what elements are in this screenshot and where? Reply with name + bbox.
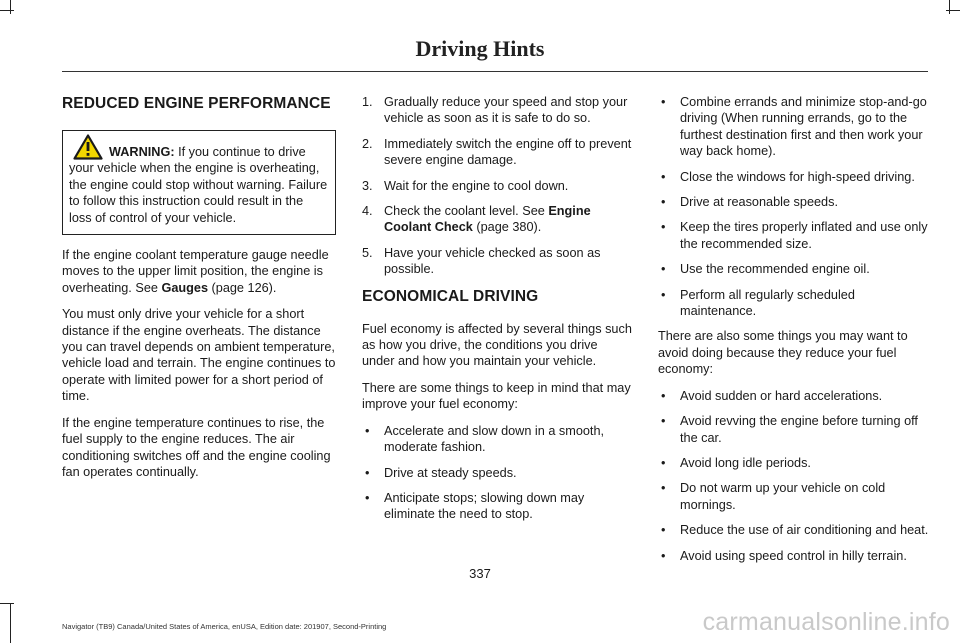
edition-footer: Navigator (TB9) Canada/United States of America, enUSA, Edition date: 201907, Second-Printing (62, 622, 387, 631)
bullet-marker: • (661, 220, 666, 235)
bullet-marker: • (661, 523, 666, 538)
step-text: Immediately switch the engine off to prevent severe engine damage. (384, 136, 632, 168)
list-item (658, 522, 930, 538)
bullet-marker: • (661, 388, 666, 403)
watermark: carmanualsonline.info (702, 608, 950, 636)
list-item (362, 423, 632, 456)
list-item-text: Keep the tires properly inflated and use only the recommended size. (680, 220, 928, 251)
list-item-text: Use the recommended engine oil. (680, 262, 870, 277)
bullet-marker: • (365, 465, 370, 480)
list-item (658, 261, 930, 277)
list-item (658, 219, 930, 252)
list-item-text: Drive at steady speeds. (384, 465, 517, 480)
step-text: Check the coolant level. See (384, 204, 549, 219)
header-rule (62, 71, 928, 72)
step-number: 1. (362, 95, 373, 109)
list-item-text: Accelerate and slow down in a smooth, moderate fashion. (384, 423, 605, 455)
list-item (658, 455, 930, 471)
bullet-marker: • (661, 195, 666, 210)
gauges-link[interactable]: Gauges (161, 280, 209, 295)
crop-mark-top-right-v (949, 0, 950, 14)
list-item (658, 194, 930, 210)
step-item (362, 136, 632, 169)
avoid-list (658, 388, 930, 564)
paragraph-fuel-economy: Fuel economy is affected by several things such as how you drive, the conditions you drive under and how you maintain your vehicle. (362, 321, 632, 369)
step-item (362, 203, 632, 236)
step-number: 5. (362, 245, 373, 260)
bullet-marker: • (365, 423, 370, 438)
crop-mark-top-left-h (0, 10, 14, 11)
list-item (658, 480, 930, 513)
list-item-text: Avoid revving the engine before turning off the car. (680, 414, 918, 445)
list-item-text: Do not warm up your vehicle on cold mornings. (680, 481, 886, 512)
list-item (362, 465, 632, 481)
warning-text: If you continue to drive your vehicle when the engine is overheating, the engine could stop without warning. Failure to follow this instruction could result in the loss of control of your vehicle. (69, 145, 328, 225)
column-right (658, 94, 930, 573)
crop-mark-bottom-left-h (0, 603, 14, 604)
list-item-text: Close the windows for high-speed driving. (680, 169, 915, 184)
bullet-marker: • (661, 481, 666, 496)
page-header-title: Driving Hints (415, 36, 545, 61)
step-number: 4. (362, 204, 373, 219)
list-item-text: Avoid long idle periods. (680, 455, 811, 470)
warning-triangle-icon (73, 134, 103, 160)
step-text: Wait for the engine to cool down. (384, 178, 569, 193)
step-item (362, 178, 632, 194)
bullet-marker: • (661, 414, 666, 429)
list-item-text: Anticipate stops; slowing down may eliminate the need to stop. (384, 490, 585, 522)
list-item-text: Avoid sudden or hard accelerations. (680, 388, 883, 403)
list-item (658, 169, 930, 185)
list-item-text: Drive at reasonable speeds. (680, 195, 838, 210)
paragraph-things-to-keep: There are some things to keep in mind that may improve your fuel economy: (362, 380, 631, 412)
bullet-marker: • (661, 455, 666, 470)
bullet-marker: • (365, 490, 370, 505)
bullet-marker: • (661, 262, 666, 277)
section-heading-economical-driving: ECONOMICAL DRIVING (362, 287, 539, 305)
bullet-marker: • (661, 169, 666, 184)
steps-list (362, 94, 632, 278)
step-text: Gradually reduce your speed and stop your vehicle as soon as it is safe to do so. (384, 95, 628, 126)
step-number: 2. (362, 136, 373, 151)
engine-coolant-page-ref: (page 380). (472, 220, 542, 235)
list-item-text: Avoid using speed control in hilly terrain. (680, 548, 907, 563)
section-heading-reduced-engine-performance: REDUCED ENGINE PERFORMANCE (62, 95, 331, 112)
paragraph-coolant-gauge (62, 247, 336, 296)
paragraph-things-to-avoid: There are also some things you may want to avoid doing because they reduce your fuel economy: (658, 329, 908, 377)
bullet-marker: • (661, 95, 666, 109)
step-item (362, 94, 632, 127)
paragraph-coolant-gauge-text: If the engine coolant temperature gauge needle moves to the upper limit position, the engine is overheating. See (62, 248, 329, 295)
list-item (658, 548, 930, 564)
paragraph-short-distance: You must only drive your vehicle for a short distance if the engine overheats. The distance you can travel depends on ambient temperature, vehicle load and terrain. The engine continues to operate with limited power for a short period of time. (62, 307, 336, 404)
step-text: Have your vehicle checked as soon as possible. (384, 245, 601, 277)
engine-coolant-check-link[interactable]: Engine Coolant Check (384, 204, 591, 235)
list-item (658, 94, 930, 160)
page-number: 337 (469, 566, 491, 581)
warning-box (62, 130, 336, 235)
list-item-text: Combine errands and minimize stop-and-go driving (When running errands, go to the furthest destination first and then work your way back home). (680, 95, 927, 159)
warning-label: WARNING: (109, 145, 175, 159)
tips-list-continued (658, 94, 930, 319)
bullet-marker: • (661, 287, 666, 302)
list-item (362, 490, 632, 523)
list-item-text: Reduce the use of air conditioning and heat. (680, 523, 929, 538)
list-item (658, 287, 930, 320)
crop-mark-top-right-h (946, 10, 960, 11)
step-number: 3. (362, 178, 373, 193)
gauges-page-ref: (page 126). (208, 280, 277, 295)
crop-mark-top-left-v (10, 0, 11, 14)
list-item (658, 413, 930, 446)
list-item (658, 388, 930, 404)
list-item-text: Perform all regularly scheduled maintenance. (680, 287, 855, 319)
crop-mark-bottom-left-v (10, 603, 11, 643)
step-item (362, 245, 632, 278)
tips-list (362, 423, 632, 523)
paragraph-temperature-rise: If the engine temperature continues to rise, the fuel supply to the engine reduces. The air conditioning switches off and the engine cooling fan operates continually. (62, 415, 331, 479)
column-left (62, 94, 336, 490)
bullet-marker: • (661, 548, 666, 563)
column-middle (362, 94, 632, 532)
